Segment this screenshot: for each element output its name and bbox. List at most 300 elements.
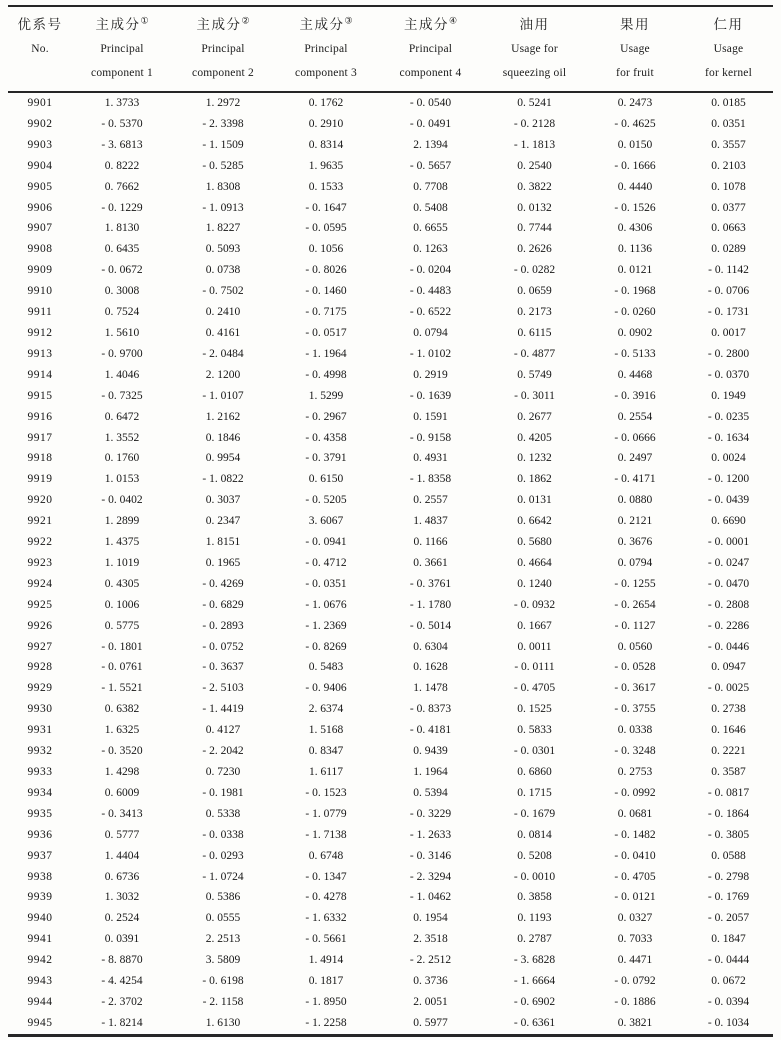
cell-value: - 0. 1460 (305, 285, 347, 298)
cell-value: 1. 8308 (205, 180, 241, 193)
cell-value: - 0. 0351 (305, 577, 347, 590)
principal-components-table (8, 5, 773, 1037)
cell-value: 0. 0672 (711, 975, 746, 988)
cell-value: 0. 1846 (205, 431, 241, 444)
cell-no: 9926 (27, 619, 53, 632)
header-en-line1: Principal (201, 43, 245, 55)
cell-no: 9906 (27, 201, 53, 214)
cell-value: - 1. 1509 (202, 138, 244, 151)
cell-value: - 0. 1864 (707, 807, 750, 820)
cell-no: 9916 (27, 410, 53, 423)
cell-value: 1. 2162 (205, 410, 241, 423)
cell-value: 0. 5394 (413, 786, 448, 799)
column-header-3 (274, 6, 378, 92)
cell-value: - 0. 2128 (513, 117, 556, 130)
cell-no: 9941 (27, 933, 53, 946)
cell-value: 0. 5775 (104, 619, 140, 632)
cell-value: 0. 1760 (104, 452, 140, 465)
cell-value: - 0. 0932 (513, 598, 556, 611)
cell-value: 0. 1193 (517, 912, 552, 925)
cell-no: 9929 (27, 682, 53, 695)
cell-value: - 1. 4419 (202, 703, 244, 716)
cell-value: 0. 1006 (104, 598, 140, 611)
cell-no: 9917 (27, 431, 53, 444)
cell-value: - 1. 6332 (305, 912, 347, 925)
cell-value: 0. 0131 (517, 494, 552, 507)
cell-value: - 1. 2369 (305, 619, 347, 632)
cell-value: 0. 0947 (711, 661, 746, 674)
table-row (8, 992, 773, 1013)
cell-value: 1. 4837 (413, 515, 448, 528)
header-en-line1: Principal (408, 43, 453, 55)
cell-no: 9908 (27, 243, 53, 256)
table-row (8, 344, 773, 365)
table-row (8, 198, 773, 219)
cell-value: - 0. 2808 (707, 598, 750, 611)
header-superscript: ① (140, 15, 149, 26)
table-row (8, 448, 773, 469)
column-header-5 (483, 6, 586, 92)
cell-value: 0. 6655 (413, 222, 448, 235)
header-en-line2: component 2 (192, 67, 254, 79)
table-row (8, 720, 773, 741)
cell-value: - 0. 3146 (409, 849, 452, 862)
header-en-line1: Usage (713, 43, 744, 55)
cell-value: - 0. 2800 (707, 347, 750, 360)
cell-no: 9912 (27, 326, 53, 339)
table-row (8, 574, 773, 595)
cell-no: 9905 (27, 180, 53, 193)
cell-value: 0. 0814 (517, 828, 552, 841)
cell-value: 0. 5208 (517, 849, 552, 862)
cell-value: - 0. 0941 (305, 536, 347, 549)
cell-value: 0. 5093 (205, 243, 241, 256)
cell-value: 3. 5809 (205, 954, 241, 967)
table-row (8, 783, 773, 804)
header-superscript: ④ (448, 15, 458, 26)
cell-no: 9913 (27, 347, 53, 360)
cell-value: - 1. 1964 (305, 347, 347, 360)
cell-value: - 0. 9406 (305, 682, 347, 695)
cell-value: 0. 4931 (413, 452, 448, 465)
cell-value: 0. 2524 (104, 912, 140, 925)
cell-value: - 0. 4483 (409, 285, 452, 298)
cell-value: - 0. 5370 (101, 117, 143, 130)
cell-value: 0. 2473 (617, 97, 653, 109)
table-row (8, 699, 773, 720)
cell-value: - 0. 0491 (409, 117, 452, 130)
header-en-line1: No. (31, 43, 49, 55)
cell-no: 9922 (27, 536, 53, 549)
cell-value: 2. 1394 (413, 138, 448, 151)
cell-value: 0. 2554 (617, 410, 653, 423)
cell-value: 0. 7708 (413, 180, 448, 193)
cell-value: 0. 1136 (617, 243, 653, 256)
cell-value: - 0. 3413 (101, 807, 143, 820)
cell-value: - 1. 8214 (101, 1016, 143, 1029)
column-header-1 (72, 6, 172, 92)
cell-value: 0. 1240 (517, 577, 552, 590)
column-header-2 (172, 6, 274, 92)
cell-value: 0. 7033 (617, 933, 653, 946)
cell-value: 0. 1817 (308, 975, 344, 988)
cell-value: 0. 1762 (308, 97, 344, 109)
cell-value: 2. 1200 (205, 368, 241, 381)
cell-value: 0. 6472 (104, 410, 140, 423)
cell-value: 0. 0338 (617, 724, 653, 737)
cell-value: 0. 5408 (413, 201, 448, 214)
cell-value: 1. 4046 (104, 368, 140, 381)
cell-value: 0. 6748 (308, 849, 344, 862)
table-row (8, 469, 773, 490)
header-en-line2 (8, 61, 72, 85)
cell-value: 0. 3821 (617, 1016, 653, 1029)
cell-value: 0. 0738 (205, 264, 241, 277)
table-row (8, 114, 773, 135)
cell-value: 0. 0017 (711, 326, 746, 339)
table-row (8, 950, 773, 971)
table-row (8, 177, 773, 198)
cell-value: - 3. 6813 (101, 138, 143, 151)
column-header-6 (586, 6, 684, 92)
cell-value: 0. 7524 (104, 306, 140, 319)
cell-value: - 1. 7138 (305, 828, 347, 841)
table-row (8, 532, 773, 553)
cell-value: 0. 5680 (517, 536, 552, 549)
cell-value: - 0. 3011 (514, 389, 555, 402)
cell-value: - 2. 2512 (409, 954, 452, 967)
cell-value: - 0. 1347 (305, 870, 347, 883)
cell-value: - 1. 0913 (202, 201, 244, 214)
cell-value: - 0. 3248 (614, 745, 656, 758)
cell-value: 0. 0011 (517, 640, 552, 653)
cell-value: - 0. 8373 (409, 703, 452, 716)
cell-value: 0. 2738 (711, 703, 746, 716)
header-superscript: ② (241, 15, 250, 26)
cell-value: - 1. 0676 (305, 598, 347, 611)
cell-value: 0. 2540 (517, 159, 552, 172)
cell-value: 1. 9635 (308, 159, 344, 172)
table-row (8, 428, 773, 449)
cell-value: - 0. 1731 (707, 306, 750, 319)
cell-value: 0. 2677 (517, 410, 552, 423)
cell-value: - 0. 1526 (614, 201, 656, 214)
cell-no: 9934 (27, 786, 53, 799)
cell-value: 0. 0663 (711, 222, 746, 235)
header-zh-label: 油用 (519, 17, 550, 32)
cell-value: 0. 1949 (711, 389, 746, 402)
cell-value: - 1. 6664 (513, 975, 556, 988)
header-zh-label: 主成分① (95, 15, 149, 32)
cell-value: - 0. 4181 (409, 724, 452, 737)
cell-value: 0. 5386 (205, 891, 241, 904)
cell-value: - 0. 3791 (305, 452, 347, 465)
cell-value: - 0. 0235 (707, 410, 750, 423)
cell-value: - 0. 3617 (614, 682, 656, 695)
cell-no: 9933 (27, 766, 53, 778)
cell-value: - 0. 0282 (513, 264, 556, 277)
cell-no: 9927 (27, 640, 53, 653)
cell-value: 1. 1019 (104, 556, 140, 569)
cell-value: - 0. 0293 (202, 849, 244, 862)
cell-value: 0. 1628 (413, 661, 448, 674)
cell-value: - 0. 2798 (707, 870, 750, 883)
cell-value: - 0. 1200 (707, 473, 750, 486)
cell-value: - 0. 0761 (101, 661, 143, 674)
cell-value: - 1. 0462 (409, 891, 452, 904)
cell-value: 0. 5241 (517, 97, 552, 109)
cell-value: - 0. 0402 (101, 494, 143, 507)
cell-value: 0. 0185 (711, 97, 746, 109)
cell-value: - 0. 0792 (614, 975, 656, 988)
cell-value: - 0. 0394 (707, 995, 750, 1008)
header-en-line2: component 3 (295, 67, 357, 79)
cell-value: - 0. 6361 (513, 1016, 556, 1029)
cell-value: 0. 5777 (104, 828, 140, 841)
cell-value: 1. 3552 (104, 431, 140, 444)
cell-value: 0. 4468 (617, 368, 653, 381)
cell-value: - 0. 5014 (409, 619, 452, 632)
header-en-line1: Usage for (511, 43, 558, 55)
cell-value: - 0. 1801 (101, 640, 143, 653)
cell-no: 9940 (27, 912, 53, 925)
cell-value: - 1. 0107 (202, 389, 244, 402)
table-row (8, 365, 773, 386)
cell-value: 0. 6150 (308, 473, 344, 486)
cell-no: 9902 (27, 117, 53, 130)
cell-value: 0. 1166 (413, 536, 448, 549)
cell-value: 0. 3661 (413, 556, 448, 569)
cell-value: 0. 5977 (413, 1016, 448, 1029)
cell-value: 0. 3037 (205, 494, 241, 507)
cell-value: - 0. 5661 (305, 933, 347, 946)
cell-value: - 4. 4254 (101, 975, 143, 988)
cell-value: 0. 2626 (517, 243, 552, 256)
cell-value: 0. 2787 (517, 933, 552, 946)
cell-value: 0. 0681 (617, 807, 653, 820)
cell-value: 0. 4127 (205, 724, 241, 737)
cell-value: 0. 2103 (711, 159, 746, 172)
cell-no: 9942 (27, 954, 53, 967)
cell-no: 9939 (27, 891, 53, 904)
cell-value: 1. 6325 (104, 724, 140, 737)
cell-value: - 0. 4269 (202, 577, 244, 590)
cell-value: 0. 0132 (517, 201, 552, 214)
cell-no: 9924 (27, 577, 53, 590)
cell-value: 0. 3557 (711, 138, 746, 151)
cell-value: 0. 4205 (517, 431, 552, 444)
cell-value: - 0. 0338 (202, 828, 244, 841)
cell-value: - 0. 0410 (614, 849, 656, 862)
table-row (8, 323, 773, 344)
cell-value: - 0. 1229 (101, 201, 143, 214)
cell-value: 0. 0150 (617, 138, 653, 151)
cell-value: - 1. 0822 (202, 473, 244, 486)
cell-value: - 0. 1769 (707, 891, 750, 904)
cell-value: - 0. 0446 (707, 640, 750, 653)
cell-no: 9904 (27, 159, 53, 172)
column-header-7 (684, 6, 773, 92)
cell-value: - 0. 0666 (614, 431, 656, 444)
cell-no: 9930 (27, 703, 53, 716)
cell-no: 9919 (27, 473, 53, 486)
cell-value: 1. 8227 (205, 222, 241, 235)
cell-value: - 0. 3229 (409, 807, 452, 820)
cell-value: 0. 1056 (308, 243, 344, 256)
table-row (8, 929, 773, 950)
cell-value: - 0. 0121 (614, 891, 656, 904)
cell-value: 0. 1078 (711, 180, 746, 193)
cell-no: 9938 (27, 870, 53, 883)
cell-no: 9903 (27, 138, 53, 151)
cell-value: 0. 6009 (104, 786, 140, 799)
cell-value: 0. 3008 (104, 285, 140, 298)
cell-value: - 2. 3702 (101, 995, 143, 1008)
cell-no: 9911 (27, 306, 53, 319)
header-en-line1: Usage (620, 43, 650, 55)
cell-value: 0. 0794 (413, 326, 448, 339)
cell-value: - 0. 1666 (614, 159, 656, 172)
header-en-line1: Principal (100, 43, 144, 55)
cell-value: 2. 6374 (308, 703, 344, 716)
cell-value: 0. 4161 (205, 326, 241, 339)
cell-value: 1. 4298 (104, 766, 140, 778)
cell-value: 2. 3518 (413, 933, 448, 946)
cell-value: 0. 1591 (413, 410, 448, 423)
cell-value: - 2. 5103 (202, 682, 244, 695)
table-row (8, 490, 773, 511)
table-row (8, 407, 773, 428)
cell-value: - 1. 8950 (305, 995, 347, 1008)
cell-no: 9932 (27, 745, 53, 758)
table-row (8, 281, 773, 302)
cell-value: - 1. 2258 (305, 1016, 347, 1029)
cell-value: - 2. 0484 (202, 347, 244, 360)
cell-value: 0. 2557 (413, 494, 448, 507)
cell-value: - 0. 3637 (202, 661, 244, 674)
cell-value: - 0. 0672 (101, 264, 143, 277)
cell-value: 0. 9954 (205, 452, 241, 465)
cell-value: 0. 7230 (205, 766, 241, 778)
cell-value: - 2. 2042 (202, 745, 244, 758)
cell-value: 0. 6860 (517, 766, 552, 778)
cell-no: 9909 (27, 264, 53, 277)
cell-value: 0. 3587 (711, 766, 746, 778)
cell-value: 0. 6304 (413, 640, 448, 653)
cell-value: 0. 1667 (517, 619, 552, 632)
cell-value: - 0. 2967 (305, 410, 347, 423)
cell-value: 0. 3676 (617, 536, 653, 549)
cell-value: 1. 5168 (308, 724, 344, 737)
cell-value: 1. 1478 (413, 682, 448, 695)
cell-no: 9928 (27, 661, 53, 674)
cell-value: 1. 8151 (205, 536, 241, 549)
cell-value: 0. 2497 (617, 452, 653, 465)
cell-value: - 0. 0111 (514, 661, 555, 674)
header-en-line2: for kernel (704, 67, 753, 79)
cell-value: - 0. 1142 (708, 264, 749, 277)
cell-value: 0. 2347 (205, 515, 241, 528)
cell-value: 0. 0327 (617, 912, 653, 925)
cell-value: 0. 0794 (617, 556, 653, 569)
cell-value: - 1. 8358 (409, 473, 452, 486)
cell-value: 0. 2221 (711, 745, 746, 758)
cell-value: 0. 8314 (308, 138, 344, 151)
cell-value: 0. 5338 (205, 807, 241, 820)
cell-no: 9918 (27, 452, 53, 465)
cell-value: 1. 4375 (104, 536, 140, 549)
cell-value: 0. 6690 (711, 515, 746, 528)
cell-value: 1. 2972 (205, 97, 241, 109)
cell-value: - 0. 0439 (707, 494, 750, 507)
cell-value: 0. 2919 (413, 368, 448, 381)
cell-value: 0. 4440 (617, 180, 653, 193)
cell-value: - 1. 2633 (409, 828, 452, 841)
cell-value: 0. 0880 (617, 494, 653, 507)
cell-value: 0. 6435 (104, 243, 140, 256)
cell-no: 9944 (27, 995, 53, 1008)
cell-value: 1. 6117 (308, 766, 344, 778)
table-row (8, 386, 773, 407)
cell-value: 0. 0024 (711, 452, 746, 465)
table-row (8, 825, 773, 846)
header-zh-label: 仁用 (713, 17, 744, 32)
cell-value: 1. 5610 (104, 326, 140, 339)
table-row (8, 637, 773, 658)
cell-value: - 1. 5521 (101, 682, 143, 695)
table-row (8, 678, 773, 699)
cell-value: 0. 2910 (308, 117, 344, 130)
cell-no: 9901 (27, 97, 53, 109)
cell-value: - 0. 0595 (305, 222, 347, 235)
cell-no: 9910 (27, 285, 53, 298)
cell-value: - 0. 0706 (707, 285, 750, 298)
cell-value: - 0. 6522 (409, 306, 452, 319)
cell-value: 1. 4914 (308, 954, 344, 967)
cell-value: 0. 3736 (413, 975, 448, 988)
cell-value: 0. 8347 (308, 745, 344, 758)
cell-no: 9923 (27, 556, 53, 569)
cell-value: 0. 3822 (517, 180, 552, 193)
table-row (8, 971, 773, 992)
cell-value: 0. 0560 (617, 640, 653, 653)
cell-value: - 0. 0444 (707, 954, 750, 967)
header-superscript: ③ (344, 15, 353, 26)
cell-value: - 1. 1780 (409, 598, 452, 611)
cell-no: 9931 (27, 724, 53, 737)
cell-value: 0. 4664 (517, 556, 552, 569)
cell-value: - 0. 6198 (202, 975, 244, 988)
cell-no: 9945 (27, 1016, 53, 1029)
header-en-line2: component 1 (91, 67, 153, 79)
table-row (8, 135, 773, 156)
table-row (8, 302, 773, 323)
cell-value: - 0. 5205 (305, 494, 347, 507)
table-row (8, 887, 773, 908)
cell-value: - 0. 7325 (101, 389, 143, 402)
cell-value: - 0. 4705 (513, 682, 556, 695)
cell-value: 0. 9439 (413, 745, 448, 758)
table-row (8, 218, 773, 239)
cell-value: - 0. 0010 (513, 870, 556, 883)
cell-value: 0. 6382 (104, 703, 140, 716)
cell-value: 0. 0351 (711, 117, 746, 130)
table-row (8, 867, 773, 888)
cell-value: - 0. 1981 (202, 786, 244, 799)
cell-value: - 0. 6829 (202, 598, 244, 611)
cell-value: - 0. 2286 (707, 619, 750, 632)
cell-no: 9943 (27, 975, 53, 988)
